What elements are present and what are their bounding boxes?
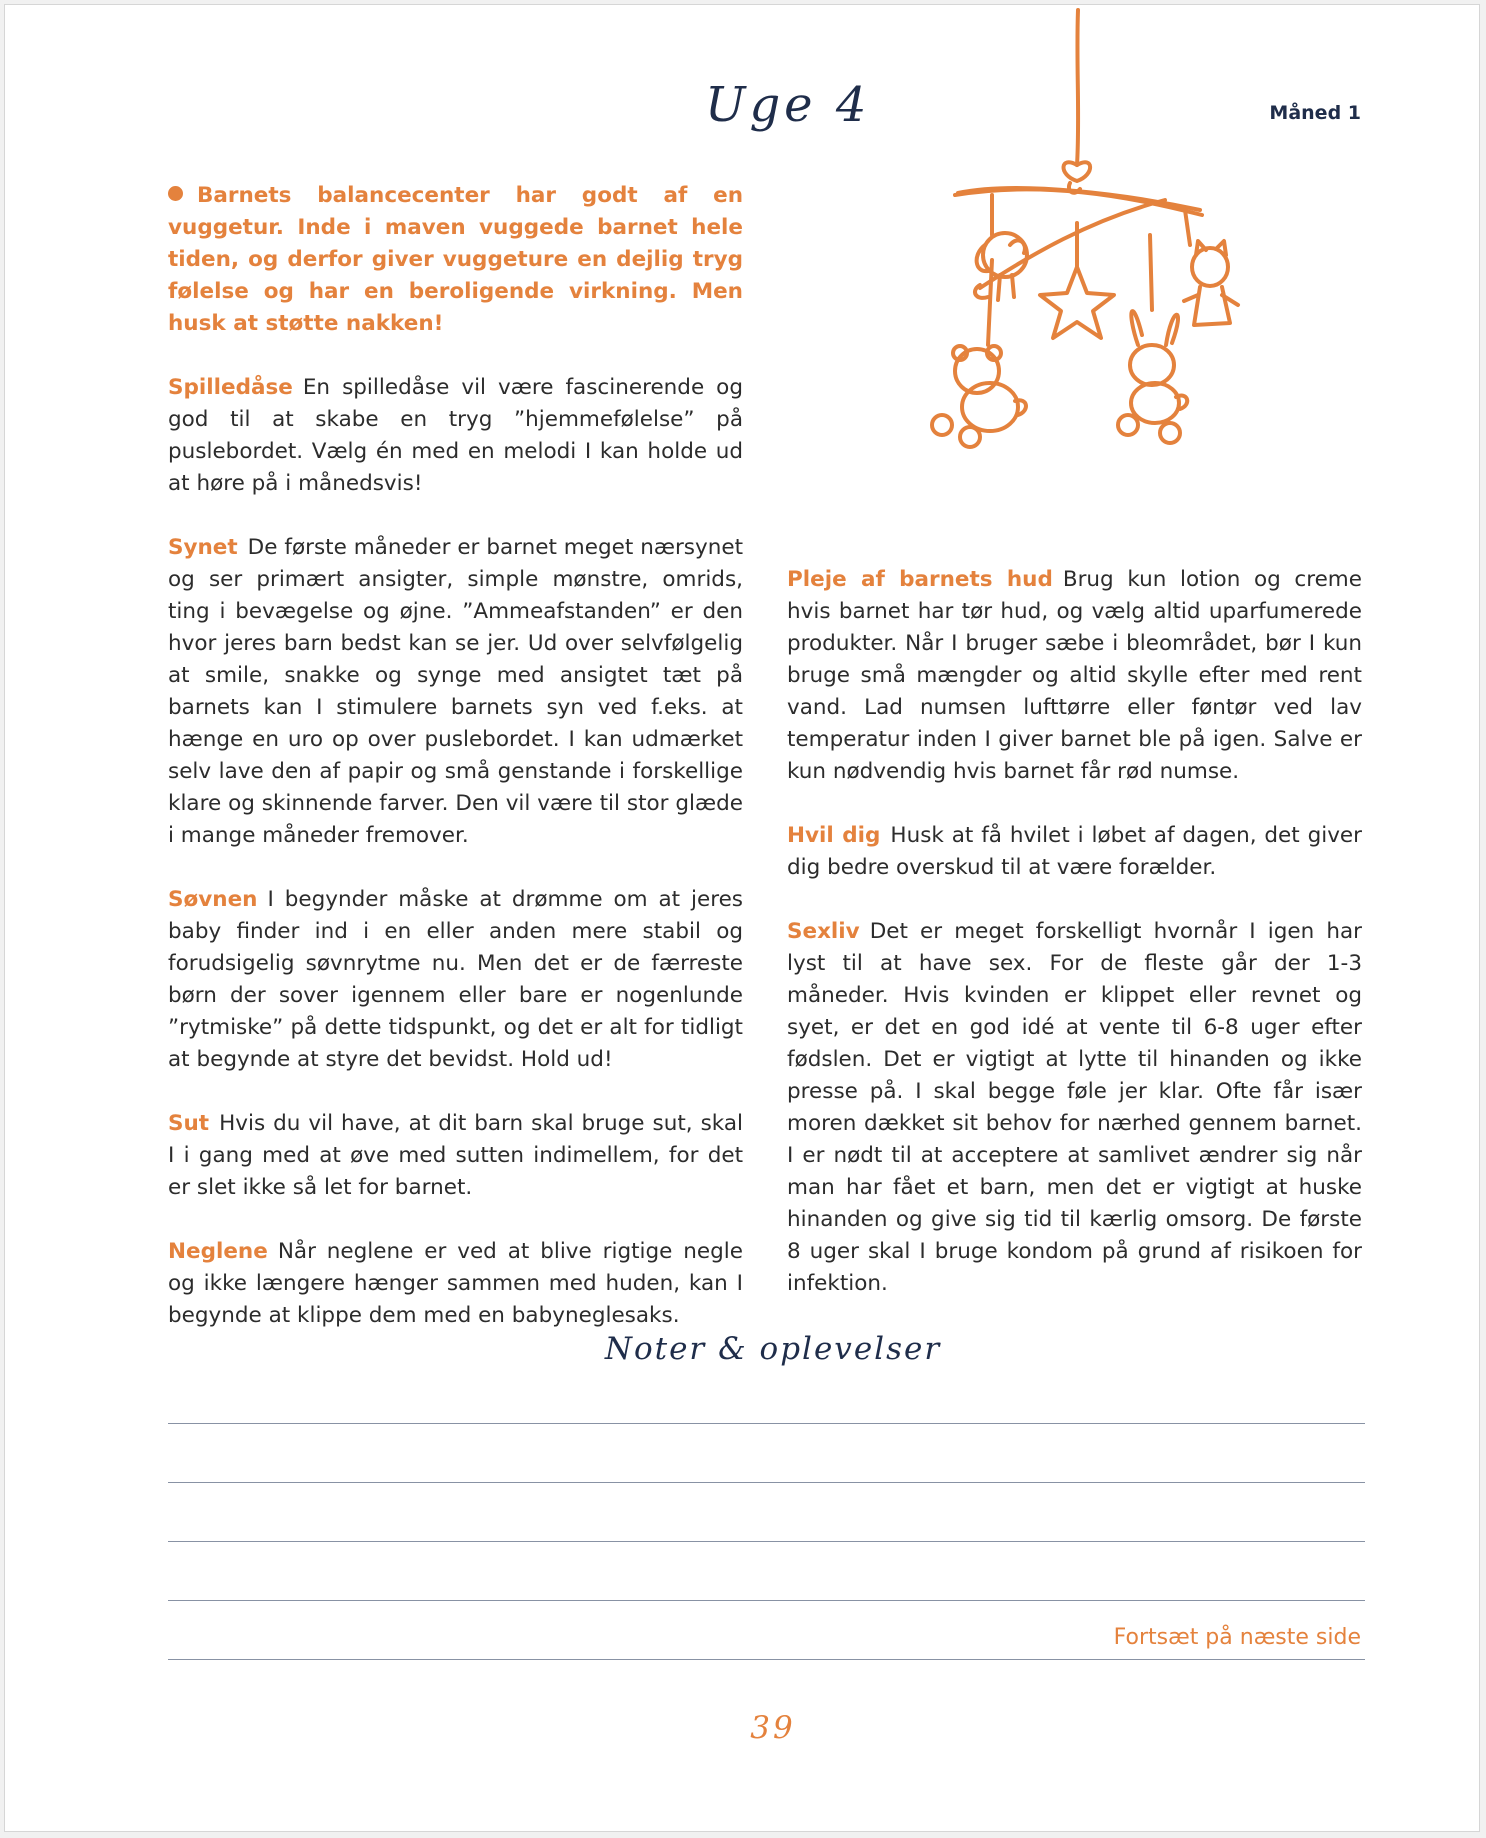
note-line[interactable] bbox=[168, 1482, 1365, 1483]
section-heading: Neglene bbox=[168, 1239, 268, 1264]
baby-mobile-icon bbox=[880, 5, 1300, 465]
left-column bbox=[168, 180, 743, 1364]
section-soevnen bbox=[168, 884, 743, 1076]
note-line[interactable] bbox=[168, 1659, 1365, 1660]
note-line[interactable] bbox=[168, 1600, 1365, 1601]
page-number: 39 bbox=[750, 1710, 796, 1746]
right-column bbox=[787, 564, 1362, 1332]
section-heading: Sut bbox=[168, 1111, 210, 1136]
section-text: I begynder måske at drømme om at jeres baby finder ind i en eller anden mere stabil og forudsigelig søvnrytme nu. Men det er de færreste børn der sover igennem eller bare er nogenlunde ”rytmiske” på dette tidspunkt, og det er alt for tidligt at begynde at styre det bevidst. Hold ud! bbox=[168, 887, 743, 1072]
section-text: Husk at få hvilet i løbet af dagen, det giver dig bedre overskud til at være forælder. bbox=[787, 823, 1362, 880]
note-line[interactable] bbox=[168, 1423, 1365, 1424]
section-hudpleje bbox=[787, 564, 1362, 788]
page-title: Uge 4 bbox=[705, 77, 871, 133]
book-page bbox=[4, 4, 1480, 1832]
intro-paragraph bbox=[168, 180, 743, 340]
section-heading: Sexliv bbox=[787, 919, 860, 944]
section-text: Når neglene er ved at blive rigtige negle og ikke længere hænger sammen med huden, kan I begynde at klippe dem med en babyneglesaks. bbox=[168, 1239, 743, 1328]
section-neglene bbox=[168, 1236, 743, 1332]
section-sexliv bbox=[787, 916, 1362, 1300]
notes-title: Noter & oplevelser bbox=[604, 1331, 942, 1367]
section-spilledaase bbox=[168, 372, 743, 500]
section-heading: Søvnen bbox=[168, 887, 258, 912]
section-text: Hvis du vil have, at dit barn skal bruge sut, skal I i gang med at øve med sutten indimellem, for det er slet ikke så let for barnet. bbox=[168, 1111, 743, 1200]
section-heading: Hvil dig bbox=[787, 823, 881, 848]
bullet-icon bbox=[168, 186, 183, 201]
month-label: Måned 1 bbox=[1269, 102, 1361, 124]
section-text: De første måneder er barnet meget nærsynet og ser primært ansigter, simple mønstre, omrids, ting i bevægelse og øjne. ”Ammeafstanden” er den hvor jeres barn bedst kan se jer. Ud over selvfølgelig at smile, snakke og synge med ansigtet tæt på barnets kan I stimulere barnets syn ved f.eks. at hænge en uro op over puslebordet. I kan udmærket selv lave den af papir og små genstande i forskellige klare og skinnende farver. Den vil være til stor glæde i mange måneder fremover. bbox=[168, 535, 743, 848]
intro-text: Barnets balancecenter har godt af en vuggetur. Inde i maven vuggede barnet hele tiden, og derfor giver vuggeture en dejlig tryg følelse og har en beroligende virkning. Men husk at støtte nakken! bbox=[168, 183, 743, 336]
section-hvil-dig bbox=[787, 820, 1362, 884]
section-text: Brug kun lotion og creme hvis barnet har tør hud, og vælg altid uparfumerede produkter. Når I bruger sæbe i bleområdet, bør I kun bruge små mængder og altid skylle efter med rent vand. Lad numsen lufttørre eller føntør ved lav temperatur inden I giver barnet ble på igen. Salve er kun nødvendig hvis barnet får rød numse. bbox=[787, 567, 1362, 784]
section-heading: Spilledåse bbox=[168, 375, 293, 400]
section-text: Det er meget forskelligt hvornår I igen har lyst til at have sex. For de fleste går der 1-3 måneder. Hvis kvinden er klippet eller revnet og syet, er det en god idé at vente til 6-8 uger efter fødslen. Det er vigtigt at lytte til hinanden og ikke presse på. I skal begge føle jer klar. Ofte får især moren dækket sit behov for nærhed gennem barnet. I er nødt til at acceptere at samlivet ændrer sig når man har fået et barn, men det er vigtigt at huske hinanden og give sig tid til kærlig omsorg. De første 8 uger skal I bruge kondom på grund af risikoen for infektion. bbox=[787, 919, 1362, 1296]
note-line[interactable] bbox=[168, 1541, 1365, 1542]
section-synet bbox=[168, 532, 743, 852]
section-sut bbox=[168, 1108, 743, 1204]
section-heading: Pleje af barnets hud bbox=[787, 567, 1053, 592]
section-text: En spilledåse vil være fascinerende og god til at skabe en tryg ”hjemmefølelse” på puslebordet. Vælg én med en melodi I kan holde ud at høre på i månedsvis! bbox=[168, 375, 743, 496]
section-heading: Synet bbox=[168, 535, 238, 560]
continue-next-page-link[interactable]: Fortsæt på næste side bbox=[1113, 1625, 1361, 1650]
